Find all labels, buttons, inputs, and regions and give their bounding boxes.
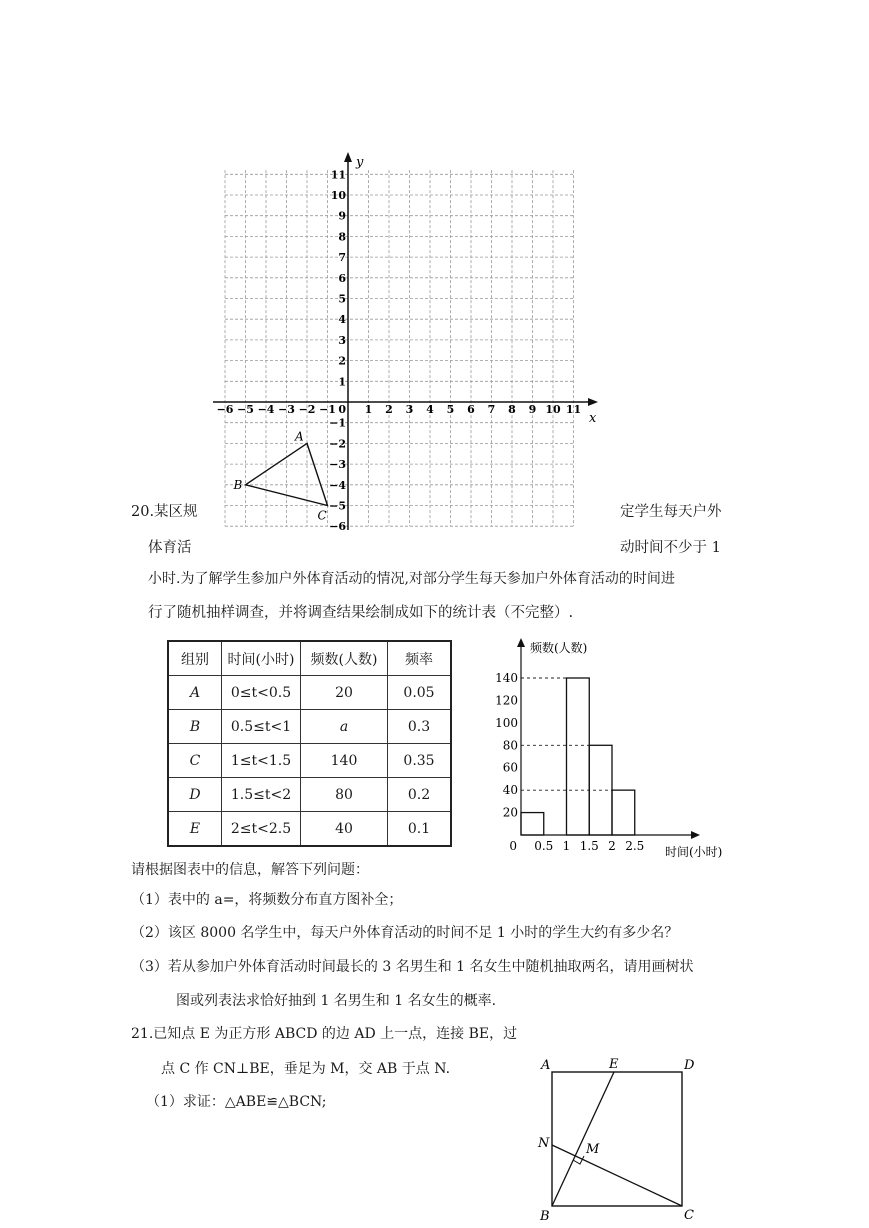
histogram-y-tick: 120 [495,693,518,708]
histogram-x-tick: 0.5 [534,839,554,853]
y-tick-label: 3 [338,333,346,347]
table-cell: 20 [301,676,388,710]
y-tick-label: −1 [329,416,346,430]
table-cell: 0.1 [388,812,452,847]
histogram-x-tick: 1 [562,839,571,853]
x-axis-arrow [588,398,598,406]
table-cell: 0.3 [388,710,452,744]
histogram-y-tick-labels [495,671,518,820]
table-cell: 0.35 [388,744,452,778]
x-tick-label: 11 [565,403,582,416]
q20-prompt: 请根据图表中的信息，解答下列问题： [131,862,369,878]
q20-sub3-line2: 图或列表法求恰好抽到 1 名男生和 1 名女生的概率. [176,993,497,1009]
y-tick-label: −5 [329,499,346,513]
y-tick-label: 9 [338,209,346,223]
table-row [168,676,451,710]
y-tick-label: 1 [338,375,346,389]
y-tick-label: −2 [329,437,346,451]
table-cell: 0.05 [388,676,452,710]
q20-line2-right: 动时间不少于 1 [620,540,721,556]
y-tick-label: 4 [338,313,346,327]
q21-line2: 点 C 作 CN⊥BE，垂足为 M，交 AB 于点 N. [161,1061,451,1077]
histogram-y-tick: 100 [495,715,518,730]
histogram-x-tick: 1.5 [579,839,599,853]
x-axis-label: x [589,411,597,426]
square-figure [530,1050,710,1225]
histogram-y-label: 频数(人数) [530,641,588,655]
x-tick-label: 7 [487,403,496,416]
y-tick-label: −6 [329,520,346,534]
q20-line3: 小时.为了解学生参加户外体育活动的情况,对部分学生每天参加户外体育活动的时间进 [148,571,675,587]
table-row [168,778,451,812]
y-tick-label: 11 [330,168,346,182]
label-b: B [540,1209,550,1224]
histogram-y-tick: 40 [502,783,518,798]
label-e: E [609,1057,619,1072]
x-tick-label: 0 [338,403,346,416]
y-tick-label: 5 [338,292,346,306]
table-cell: a [301,710,388,744]
y-tick-label: 10 [330,189,346,202]
table-header-row [168,641,451,676]
histogram-x-tick: 2 [608,839,616,853]
x-tick-label: 9 [528,403,537,416]
x-tick-labels [217,403,582,416]
table-cell: C [168,744,222,778]
grid-lines [225,170,574,526]
table-cell: E [168,812,222,847]
x-tick-label: −5 [237,403,254,416]
table-cell: 1≤t<1.5 [222,744,301,778]
segment-cn [552,1145,682,1206]
q20-sub2: （2）该区 8000 名学生中，每天户外体育活动的时间不足 1 小时的学生大约有多少名？ [131,925,679,941]
y-tick-label: −3 [329,458,346,472]
x-tick-label: 5 [446,403,455,416]
x-tick-label: −2 [298,403,316,416]
table-cell: D [168,778,222,812]
q20-sub3-line1: （3）若从参加户外体育活动时间最长的 3 名男生和 1 名女生中随机抽取两名，请用画树状 [131,959,694,975]
q21-line1: 21.已知点 E 为正方形 ABCD 的边 AD 上一点，连接 BE，过 [131,1026,518,1042]
coordinate-grid-figure [205,150,615,535]
label-d: D [684,1058,695,1073]
segment-be [552,1072,614,1206]
label-m: M [586,1142,600,1157]
table-cell: 0≤t<0.5 [222,676,301,710]
x-tick-label: 6 [467,403,475,416]
table-cell: A [168,676,222,710]
histogram-y-tick: 80 [502,738,518,753]
q20-line2-left: 体育活 [148,540,192,556]
label-a: A [541,1058,551,1073]
x-tick-label: 3 [405,403,414,416]
q20-sub1: （1）表中的 a=，将频数分布直方图补全； [131,892,403,908]
histogram-x-tick-labels [509,839,644,853]
table-cell: 2≤t<2.5 [222,812,301,847]
histogram-x-label: 时间(小时) [665,845,723,859]
y-tick-label: 2 [338,354,346,368]
y-axis-arrow [344,152,352,162]
x-tick-label: −1 [319,403,336,416]
x-tick-label: −6 [216,403,234,416]
histogram-chart [490,630,750,865]
histogram-y-tick: 140 [495,671,518,685]
q20-line4: 行了随机抽样调查，并将调查结果绘制成如下的统计表（不完整）. [148,605,574,621]
label-n: N [538,1136,550,1151]
x-tick-label: −3 [278,403,295,416]
x-tick-label: −4 [257,403,275,416]
label-c: C [684,1208,694,1223]
table-cell: 0.2 [388,778,452,812]
table-row [168,710,451,744]
q21-sub1: （1）求证：△ABE≌△BCN; [146,1094,327,1110]
table-cell: 140 [301,744,388,778]
table-header-cell: 频数(人数) [301,641,388,676]
y-axis-label: y [356,155,364,170]
q20-line1-right: 定学生每天户外 [620,504,722,520]
table-cell: 40 [301,812,388,847]
q20-line1-left: 20.某区规 [131,504,198,520]
histogram-bar [567,678,590,835]
frequency-table [167,640,452,847]
table-row [168,812,451,847]
table-header-cell: 时间(小时) [222,641,301,676]
vertex-label: B [233,477,243,492]
table-cell: 1.5≤t<2 [222,778,301,812]
histogram-bar [612,790,635,835]
x-tick-label: 4 [426,403,434,416]
x-tick-label: 2 [385,403,393,416]
y-tick-labels [329,168,346,533]
histogram-bars [521,678,635,835]
table-cell: 0.5≤t<1 [222,710,301,744]
table-header-cell: 组别 [168,641,222,676]
x-tick-label: 1 [364,403,373,416]
vertex-label: C [317,508,327,523]
histogram-x-arrow [691,831,700,839]
histogram-x-tick: 0 [509,839,517,853]
x-tick-label: 10 [545,403,561,416]
table-cell: 80 [301,778,388,812]
histogram-bar [521,813,544,835]
y-tick-label: 6 [338,271,346,285]
y-tick-label: 7 [338,251,346,265]
histogram-y-tick: 20 [502,805,518,820]
x-tick-label: 8 [508,403,516,416]
y-tick-label: 8 [338,230,346,244]
table-cell: B [168,710,222,744]
histogram-x-tick: 2.5 [625,839,645,853]
vertex-label: A [295,429,304,444]
table-row [168,744,451,778]
histogram-y-tick: 60 [502,760,518,775]
square-abcd [552,1072,682,1206]
table-header-cell: 频率 [388,641,452,676]
histogram-y-arrow [517,638,525,647]
y-tick-label: −4 [329,478,346,492]
